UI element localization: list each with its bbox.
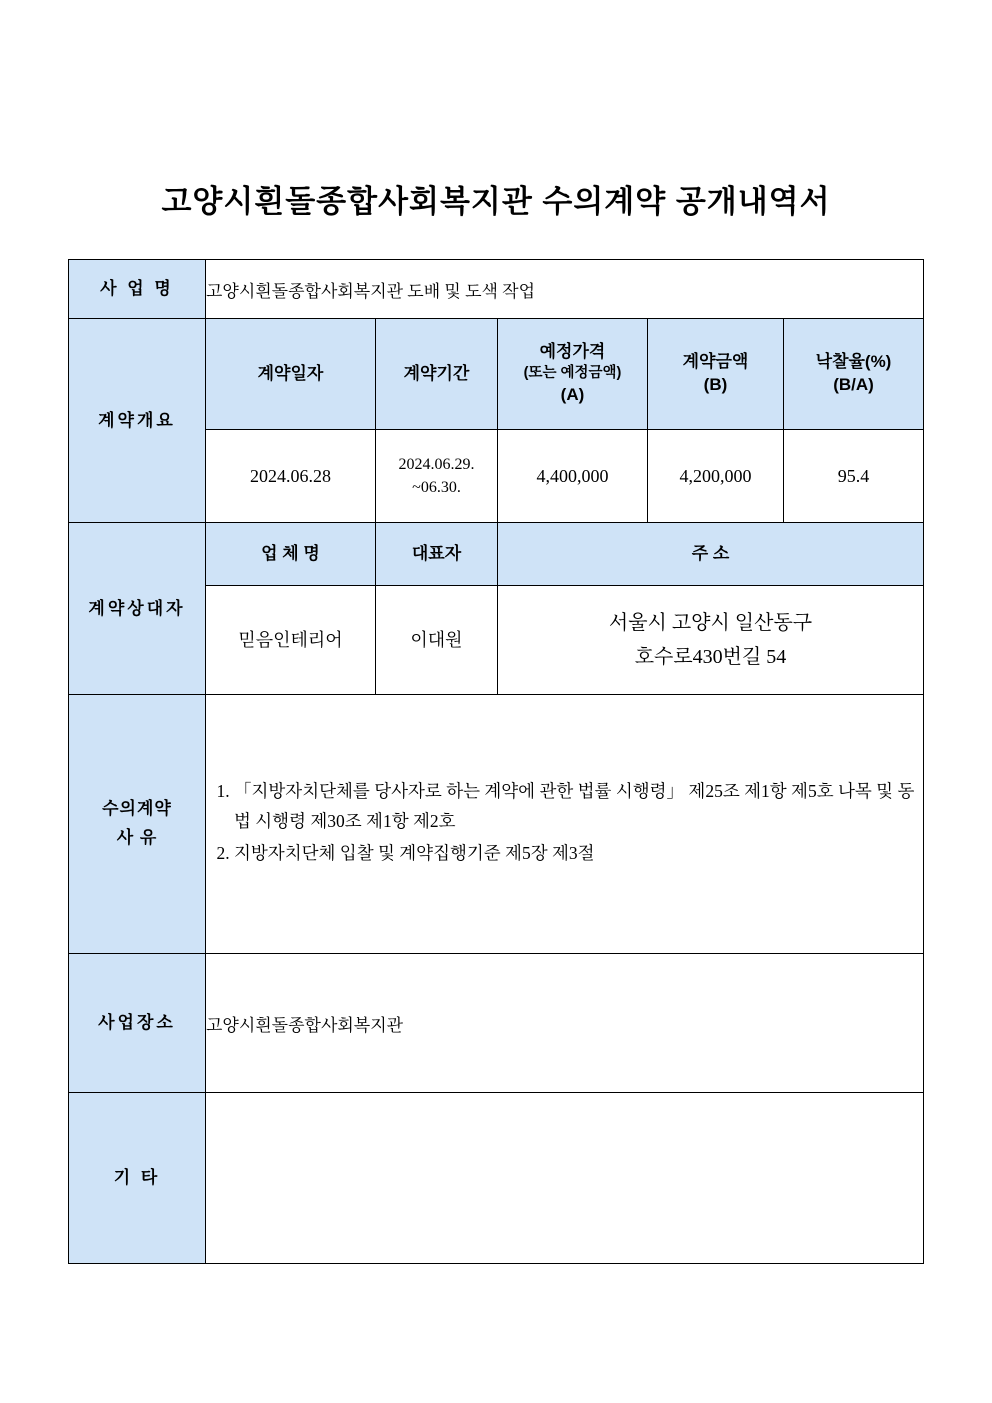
label-etc: 기 타 [68, 1093, 205, 1264]
header-estimated-price-line3: (A) [560, 384, 585, 404]
header-company-name: 업 체 명 [205, 523, 375, 586]
reason-list [206, 777, 923, 868]
header-estimated-price-line1: 예정가격 [539, 342, 606, 362]
header-estimated-price-line2: (또는 예정금액) [523, 365, 622, 382]
header-bid-rate-line2: (B/A) [833, 375, 874, 394]
table-row-etc [68, 1093, 923, 1264]
value-reason [205, 695, 923, 954]
header-address: 주 소 [497, 523, 923, 586]
table-row-project-name [68, 260, 923, 319]
label-reason-line1: 수의계약 [102, 799, 172, 819]
label-project-name: 사 업 명 [68, 260, 205, 319]
header-bid-rate [783, 319, 923, 430]
value-contract-period [375, 430, 497, 523]
list-item: 1. 「지방자치단체를 당사자로 하는 계약에 관한 법률 시행령」 제25조 제1항 제5호 나목 및 동법 시행령 제30조 제1항 제2호 [234, 777, 923, 837]
value-representative: 이대원 [375, 586, 497, 695]
value-contract-amount: 4,200,000 [647, 430, 783, 523]
value-address [497, 586, 923, 695]
value-company-name: 믿음인테리어 [205, 586, 375, 695]
header-contract-amount-line2: (B) [703, 375, 728, 394]
header-contract-date: 계약일자 [205, 319, 375, 430]
label-counterparty: 계약상대자 [68, 523, 205, 695]
label-place: 사업장소 [68, 954, 205, 1093]
header-contract-period: 계약기간 [375, 319, 497, 430]
label-reason-line2: 사 유 [116, 828, 158, 847]
header-contract-amount [647, 319, 783, 430]
value-bid-rate: 95.4 [783, 430, 923, 523]
table-row-reason [68, 695, 923, 954]
label-reason [68, 695, 205, 954]
table-row-overview-header [68, 319, 923, 430]
table-row-counterparty-header [68, 523, 923, 586]
value-place: 고양시흰돌종합사회복지관 [205, 954, 923, 1093]
page-title: 고양시흰돌종합사회복지관 수의계약 공개내역서 [161, 184, 831, 219]
header-contract-amount-line1: 계약금액 [682, 352, 749, 372]
value-etc [205, 1093, 923, 1264]
value-estimated-price: 4,400,000 [497, 430, 647, 523]
value-contract-date: 2024.06.28 [205, 430, 375, 523]
value-contract-period-line1: 2024.06.29. [398, 455, 475, 473]
contract-disclosure-table [68, 259, 924, 1264]
value-address-line2: 호수로430번길 54 [634, 646, 787, 668]
value-contract-period-line2: ~06.30. [412, 479, 461, 496]
header-representative: 대표자 [375, 523, 497, 586]
table-row-place [68, 954, 923, 1093]
label-contract-overview: 계약개요 [68, 319, 205, 523]
header-estimated-price [497, 319, 647, 430]
value-address-line1: 서울시 고양시 일산동구 [608, 612, 813, 634]
value-project-name: 고양시흰돌종합사회복지관 도배 및 도색 작업 [205, 260, 923, 319]
header-bid-rate-line1: 낙찰율(%) [815, 352, 892, 372]
list-item: 2. 지방자치단체 입찰 및 계약집행기준 제5장 제3절 [234, 839, 923, 869]
